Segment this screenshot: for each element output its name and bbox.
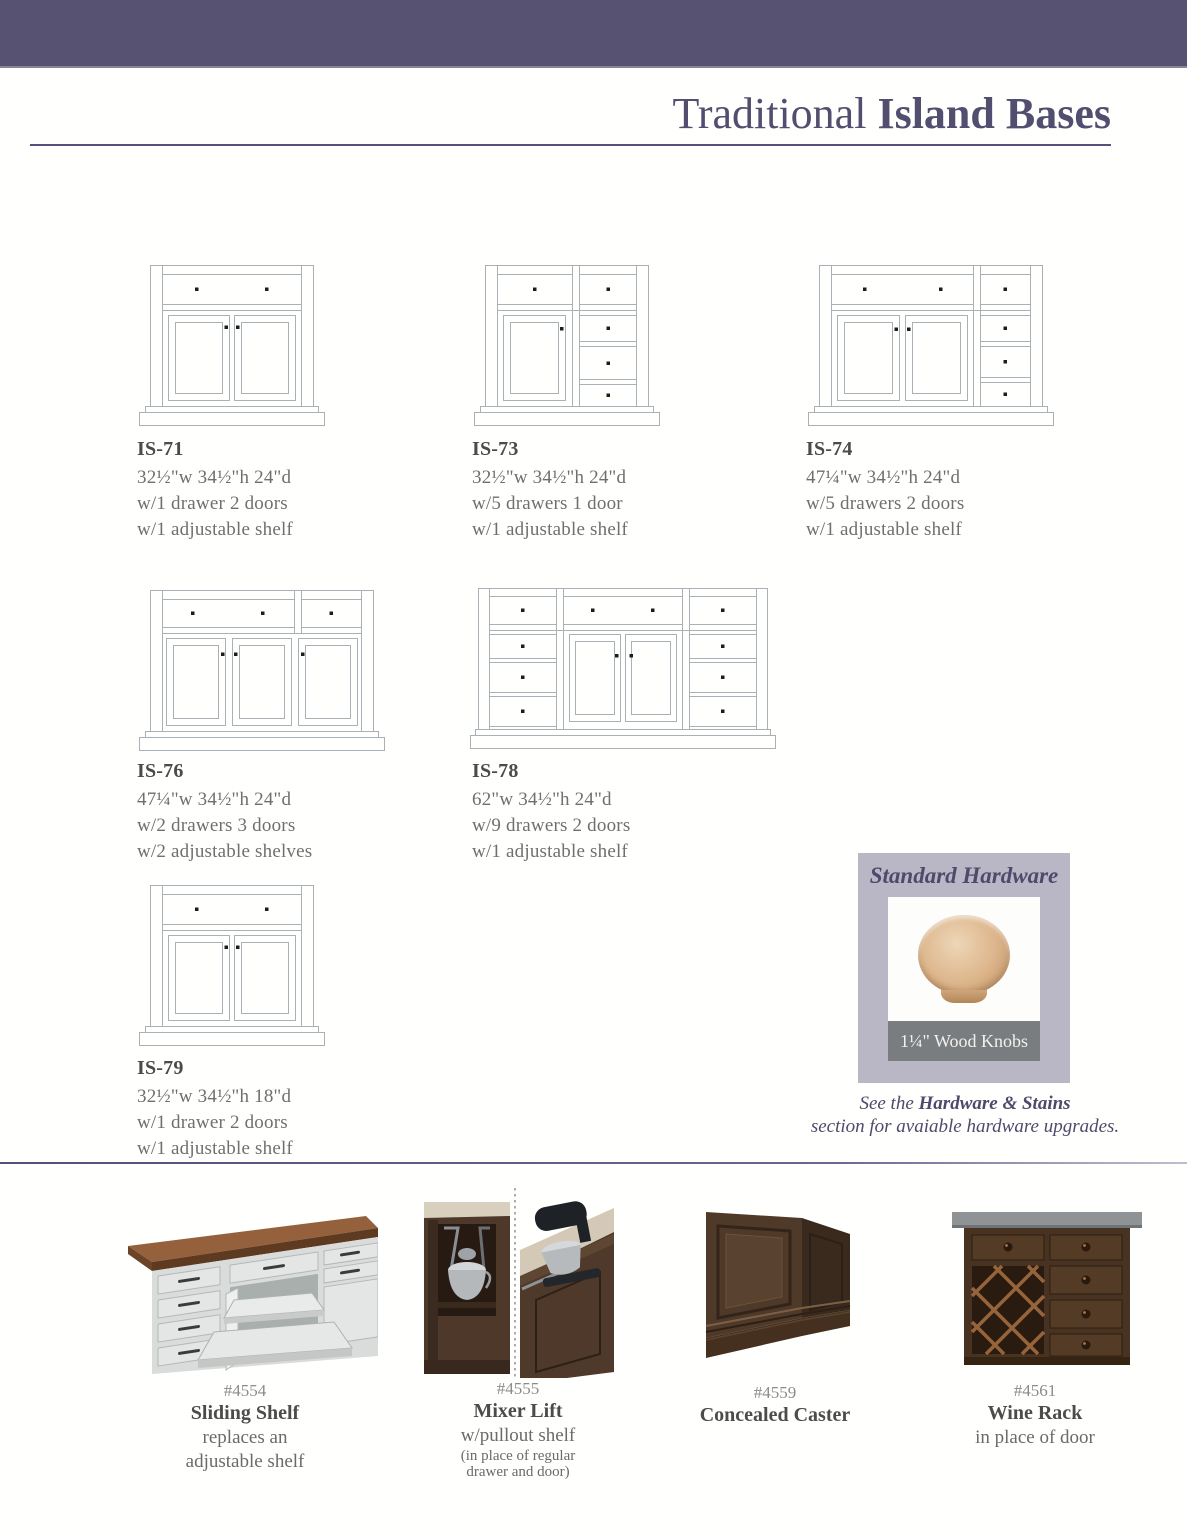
accessory-desc: in place of door	[975, 1427, 1095, 1448]
product-dimensions: 32½"w 34½"h 18"d	[137, 1086, 292, 1107]
accessory-name: Sliding Shelf	[190, 1402, 300, 1424]
accessory-desc: replaces an	[202, 1427, 288, 1448]
section-divider	[0, 1162, 1187, 1164]
hardware-note-line2: section for avaiable hardware upgrades.	[810, 1116, 1120, 1137]
header-bar	[0, 0, 1187, 68]
product-feature-1: w/1 drawer 2 doors	[137, 493, 288, 514]
hardware-note-bold: Hardware & Stains	[918, 1093, 1071, 1114]
cabinet-drawing	[468, 586, 778, 752]
photo-mixer-lift	[424, 1188, 614, 1378]
cabinet-drawing	[137, 588, 387, 754]
product-caption-is-76	[137, 758, 312, 865]
product-feature-2: w/2 adjustable shelves	[137, 841, 313, 862]
caption-wine-rack	[935, 1380, 1135, 1450]
caption-concealed-caster	[660, 1382, 890, 1428]
product-dimensions: 62"w 34½"h 24"d	[472, 789, 612, 810]
cabinet-diagram-is-78	[468, 586, 778, 752]
cabinet-lines	[471, 589, 776, 749]
photo-sliding-shelf	[126, 1204, 378, 1374]
product-code: IS-79	[137, 1057, 184, 1079]
cabinet-diagram-is-74	[806, 263, 1056, 429]
product-code: IS-73	[472, 438, 519, 460]
wood-knob-label: 1¼" Wood Knobs	[888, 1021, 1040, 1061]
cabinet-lines	[475, 266, 660, 426]
product-caption-is-78	[472, 758, 630, 865]
cabinet-diagram-is-76	[137, 588, 387, 754]
cabinet-drawing	[472, 263, 662, 429]
product-feature-1: w/9 drawers 2 doors	[472, 815, 631, 836]
knob-dots	[533, 288, 610, 398]
product-feature-2: w/1 adjustable shelf	[137, 1138, 293, 1159]
accessory-name: Concealed Caster	[699, 1404, 851, 1426]
product-feature-1: w/2 drawers 3 doors	[137, 815, 296, 836]
standard-hardware-title: Standard Hardware	[869, 863, 1059, 888]
mixer-lift-image	[424, 1188, 614, 1378]
cabinet-lines	[140, 886, 325, 1046]
concealed-caster-image	[698, 1206, 858, 1366]
cabinet-diagram-is-79	[137, 883, 327, 1049]
product-dimensions: 32½"w 34½"h 24"d	[472, 467, 627, 488]
cabinet-diagram-is-73	[472, 263, 662, 429]
cabinet-lines	[140, 266, 325, 426]
product-dimensions: 47¼"w 34½"h 24"d	[137, 789, 292, 810]
photo-wine-rack	[952, 1204, 1142, 1372]
product-feature-2: w/1 adjustable shelf	[137, 519, 293, 540]
product-feature-2: w/1 adjustable shelf	[472, 841, 628, 862]
product-dimensions: 47¼"w 34½"h 24"d	[806, 467, 961, 488]
product-feature-1: w/1 drawer 2 doors	[137, 1112, 288, 1133]
accessory-desc: (in place of regular	[460, 1448, 576, 1464]
page-title	[673, 88, 1112, 139]
page-title-regular: Traditional	[672, 89, 878, 138]
cabinet-drawing	[806, 263, 1056, 429]
product-code: IS-74	[806, 438, 853, 460]
product-code: IS-78	[472, 760, 519, 782]
cabinet-drawing	[137, 263, 327, 429]
accessory-desc: adjustable shelf	[185, 1451, 305, 1472]
hardware-note-prefix: See the	[859, 1093, 919, 1114]
caption-mixer-lift	[418, 1378, 618, 1480]
product-caption-is-73	[472, 436, 628, 543]
product-caption-is-74	[806, 436, 964, 543]
page-title-bold: Island Bases	[877, 89, 1111, 138]
accessory-name: Mixer Lift	[473, 1400, 563, 1422]
title-rule	[30, 144, 1111, 146]
cabinet-diagram-is-71	[137, 263, 327, 429]
hardware-note	[800, 1092, 1130, 1138]
wood-knob-base	[941, 990, 987, 1003]
cabinet-lines	[809, 266, 1054, 426]
sliding-shelf-image	[126, 1204, 378, 1374]
wine-rack-image	[952, 1204, 1142, 1372]
hardware-note-line1	[800, 1092, 1130, 1115]
product-caption-is-71	[137, 436, 293, 543]
caption-sliding-shelf	[120, 1380, 370, 1474]
photo-concealed-caster	[698, 1206, 858, 1366]
product-feature-2: w/1 adjustable shelf	[806, 519, 962, 540]
product-code: IS-76	[137, 760, 184, 782]
product-feature-1: w/5 drawers 1 door	[472, 493, 623, 514]
wood-knob-image	[918, 915, 1010, 995]
accessory-desc: drawer and door)	[466, 1464, 570, 1480]
accessory-name: Wine Rack	[987, 1402, 1083, 1424]
wood-knob-photo	[888, 897, 1040, 1021]
accessory-number: #4559	[753, 1383, 797, 1402]
product-caption-is-79	[137, 1055, 293, 1162]
accessory-number: #4561	[1013, 1381, 1057, 1400]
accessory-number: #4554	[223, 1381, 267, 1400]
accessory-number: #4555	[496, 1379, 540, 1398]
product-code: IS-71	[137, 438, 184, 460]
product-feature-1: w/5 drawers 2 doors	[806, 493, 965, 514]
cabinet-drawing	[137, 883, 327, 1049]
accessory-desc: w/pullout shelf	[460, 1425, 576, 1446]
product-dimensions: 32½"w 34½"h 24"d	[137, 467, 292, 488]
product-feature-2: w/1 adjustable shelf	[472, 519, 628, 540]
standard-hardware-box	[858, 853, 1070, 1083]
